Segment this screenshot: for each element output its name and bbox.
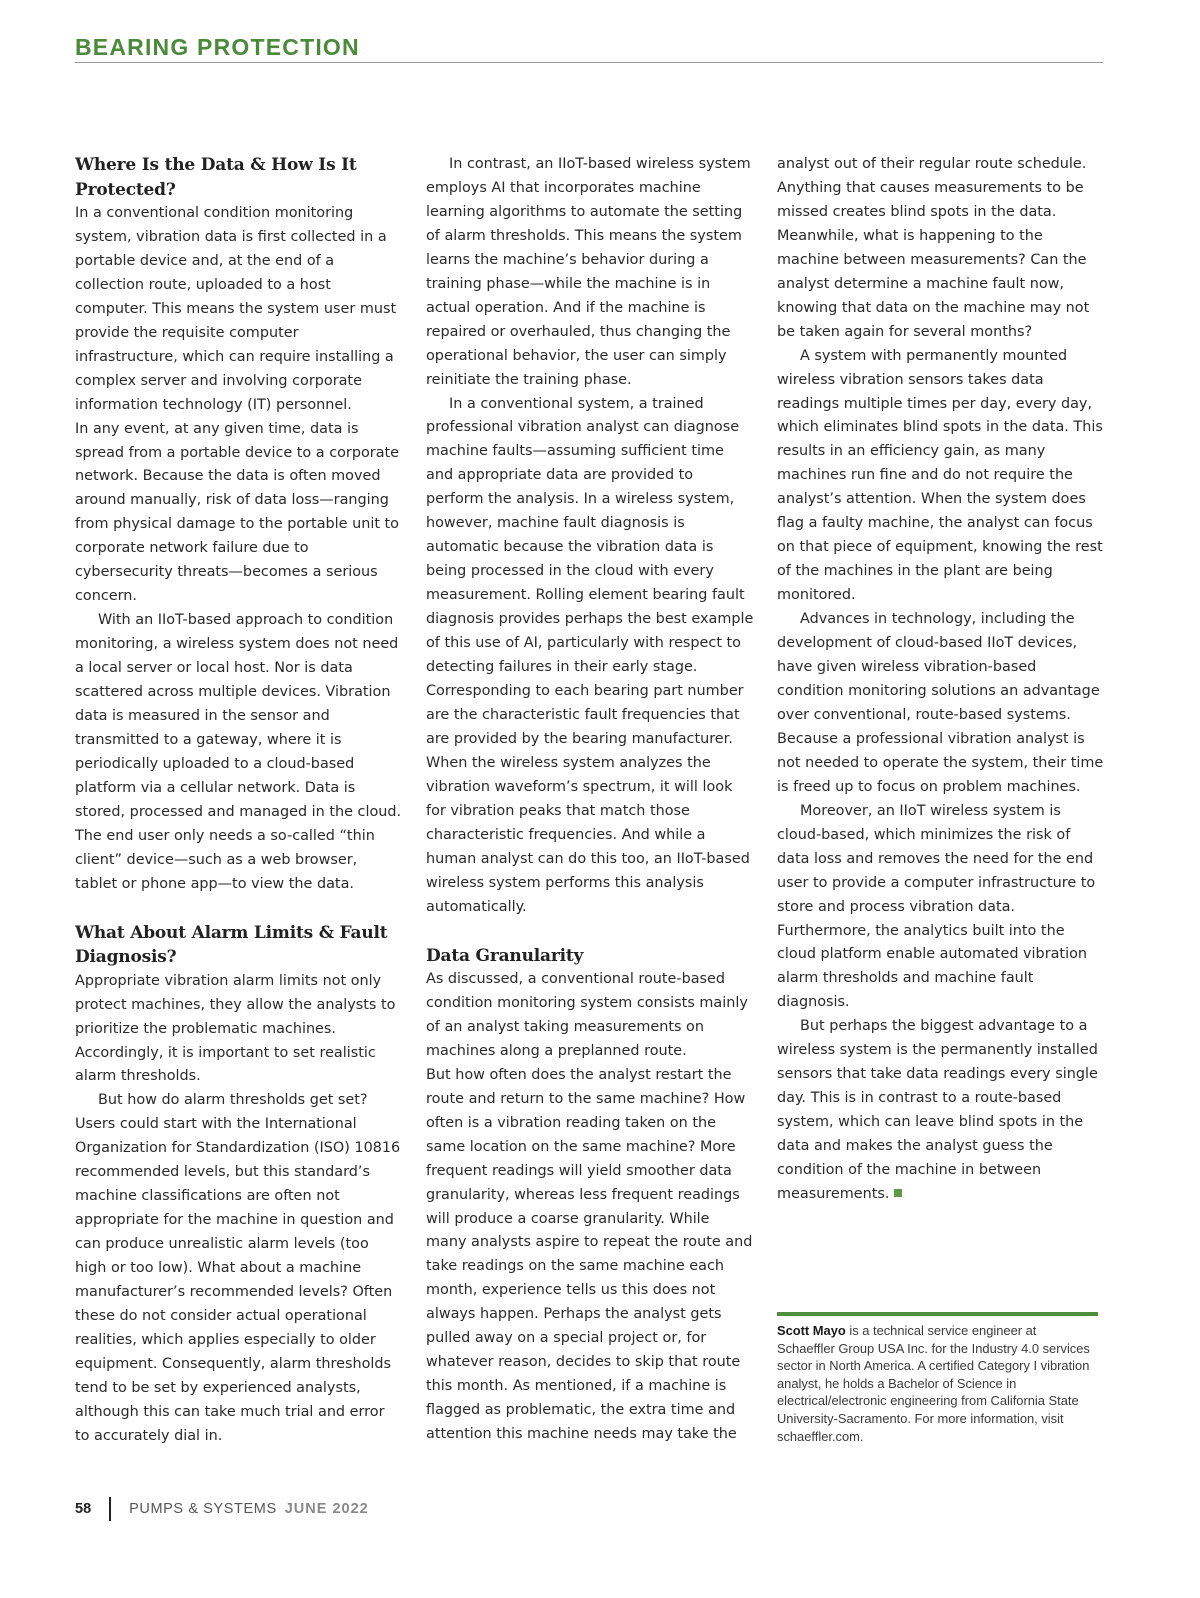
paragraph: With an IIoT-based approach to condition monitoring, a wireless system does not need a local server or local host. Nor is data scattered across multiple devices. Vibration data is measured in the sensor and transmitted to a gateway, where it is periodically uploaded to a cloud-based platform via a cellular network. Data is stored, processed and managed in the cloud. The end user only needs a so-called “thin client” device—such as a web browser, tablet or phone app—to view the data. [75, 612, 402, 892]
article-column-2 [426, 153, 754, 1447]
section-title: BEARING PROTECTION [75, 34, 360, 60]
paragraph-text: But perhaps the biggest advantage to a wireless system is the permanently installed sensors that take data readings every single day. This is in contrast to a route-based system, which can leave blind spots in the data and makes the analyst guess the condition of the machine in between measurements. [777, 1018, 1098, 1202]
author-bio [777, 1322, 1097, 1445]
heading-data-protection: Where Is the Data & How Is It Protected? [75, 155, 357, 200]
article-column-3 [777, 153, 1105, 1207]
author-bio-text: is a technical service engineer at Schaeffler Group USA Inc. for the Industry 4.0 services sector in North America. A certified Category I vibration analyst, he holds a Bachelor of Science in electrical/electronic engineering from California State University-Sacramento. For more information, visit schaeffler.com. [777, 1323, 1090, 1444]
article-column-1 [75, 153, 403, 1449]
magazine-name: PUMPS & SYSTEMS [129, 1501, 277, 1517]
header-rule [75, 62, 1103, 63]
heading-alarm-limits: What About Alarm Limits & Fault Diagnosis? [75, 922, 388, 968]
paragraph: As discussed, a conventional route-based condition monitoring system consists mainly of an analyst taking measurements on machines along a preplanned route. [426, 971, 748, 1059]
author-name: Scott Mayo [777, 1323, 846, 1338]
paragraph: Moreover, an IIoT wireless system is cloud-based, which minimizes the risk of data loss and removes the need for the end user to provide a computer infrastructure to store and process vibration data. Furthermore, the analytics built into the cloud platform enable automated vibration alarm thresholds and machine fault diagnosis. [777, 802, 1096, 1011]
paragraph-final [777, 1015, 1105, 1207]
heading-data-granularity: Data Granularity [426, 945, 584, 966]
paragraph: A system with permanently mounted wireless vibration sensors takes data readings multiple times per day, every day, which eliminates blind spots in the data. This results in an efficiency gain, as many machines run fine and do not require the analyst’s attention. When the system does flag a faulty machine, the analyst can focus on that piece of equipment, knowing the rest of the machines in the plant are being monitored. [777, 347, 1103, 604]
paragraph: In a conventional condition monitoring system, vibration data is first collected in a portable device and, at the end of a collection route, uploaded to a host computer. This means the system user must provide the requisite computer infrastructure, which can require installing a complex server and involving corporate information technology (IT) personnel. [75, 205, 397, 413]
paragraph: analyst out of their regular route schedule. Anything that causes measurements to be missed creates blind spots in the data. Meanwhile, what is happening to the machine between measurements? Can the analyst determine a machine fault now, knowing that data on the machine may not be taken again for several months? [777, 156, 1090, 340]
paragraph: Appropriate vibration alarm limits not only protect machines, they allow the analysts to prioritize the problematic machines. Accordingly, it is important to set realistic alarm thresholds. [75, 972, 396, 1085]
paragraph: But how often does the analyst restart the route and return to the same machine? How often is a vibration reading taken on the same location on the same machine? More frequent readings will yield smoother data granularity, whereas less frequent readings will produce a coarse granularity. While many analysts aspire to repeat the route and take readings on the same machine each month, experience tells us this does not always happen. Perhaps the analyst gets pulled away on a special project or, for whatever reason, decides to skip that route this month. As mentioned, if a machine is flagged as problematic, the extra time and attention this machine needs may take the [426, 1066, 753, 1443]
paragraph: In contrast, an IIoT-based wireless system employs AI that incorporates machine learning algorithms to automate the setting of alarm thresholds. This means the system learns the machine’s behavior during a training phase—while the machine is in actual operation. And if the machine is repaired or overhauled, thus changing the operational behavior, the user can simply reinitiate the training phase. [426, 156, 751, 388]
paragraph: In a conventional system, a trained professional vibration analyst can diagnose machine faults—assuming sufficient time and appropriate data are provided to perform the analysis. In a wireless system, however, machine fault diagnosis is automatic because the vibration data is being processed in the cloud with every measurement. Rolling element bearing fault diagnosis provides perhaps the best example of this use of AI, particularly with respect to detecting failures in their early stage. Corresponding to each bearing part number are the characteristic fault frequencies that are provided by the bearing manufacturer. When the wireless system analyzes the vibration waveform’s spectrum, it will look for vibration peaks that match those characteristic frequencies. And while a human analyst can do this too, an IIoT-based wireless system performs this analysis automatically. [426, 395, 754, 915]
paragraph: In any event, at any given time, data is spread from a portable device to a corporate network. Because the data is often moved around manually, risk of data loss—ranging from physical damage to the portable unit to corporate network failure due to cybersecurity threats—becomes a serious concern. [75, 420, 400, 605]
paragraph: But how do alarm thresholds get set? Users could start with the International Organization for Standardization (ISO) 10816 recommended levels, but this standard’s machine classifications are often not appropriate for the machine in question and can produce unrealistic alarm levels (too high or too low). What about a machine manufacturer’s recommended levels? Often these do not consider actual operational realities, which applies especially to older equipment. Consequently, alarm thresholds tend to be set by experienced analysts, although this can take much trial and error to accurately dial in. [75, 1092, 401, 1444]
end-of-article-mark [894, 1189, 902, 1197]
issue-date: JUNE 2022 [284, 1501, 369, 1517]
footer-divider [109, 1497, 111, 1521]
bio-rule [777, 1312, 1098, 1316]
page-footer [75, 1497, 369, 1521]
paragraph: Advances in technology, including the development of cloud-based IIoT devices, have given wireless vibration-based condition monitoring solutions an advantage over conventional, route-based systems. Because a professional vibration analyst is not needed to operate the system, their time is freed up to focus on problem machines. [777, 611, 1104, 795]
page-number: 58 [75, 1501, 92, 1517]
